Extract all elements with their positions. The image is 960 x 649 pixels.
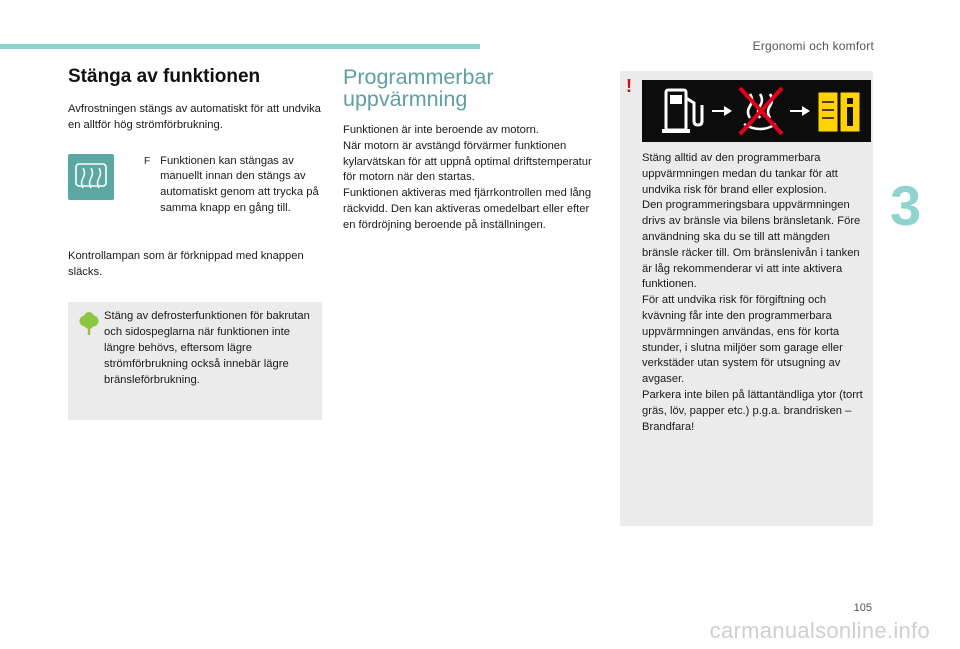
left-column	[68, 66, 324, 420]
warning-pictogram	[642, 80, 871, 142]
warning-box	[620, 71, 873, 526]
warning-text: Stäng alltid av den programmerbara uppvärmningen medan du tankar för att undvika risk för brand eller explosion. Den programmeringsbara uppvärmningen drivs av bränsle via bilens bränsletank. Före användning ska du se till att mängden bränsle räcker till. Om bränslenivån i tanken är låg rekommenderar vi att inte aktivera funktionen. För att undvika risk för förgiftning och kvävning får inte den programmerbara uppvärmningen användas, ens för korta stunder, i slutna miljöer som garage eller verkstäder utan system för utsugning av avgaser. Parkera inte bilen på lättantändliga ytor (torrt gräs, löv, papper etc.) p.g.a. brandrisken – Brandfara!	[642, 152, 863, 433]
bullet-marker: F	[144, 155, 151, 167]
arrow-right-icon	[790, 106, 810, 116]
eco-tree-icon	[78, 312, 100, 341]
warning-exclamation-icon: !	[626, 76, 632, 96]
section-heading: Stänga av funktionen	[68, 66, 261, 87]
intro-paragraph: Avfrostningen stängs av automatiskt för att undvika en alltför hög strömförbrukning.	[68, 103, 321, 131]
heater-crossed-icon	[740, 88, 782, 134]
programmable-heating-body: Funktionen är inte beroende av motorn. När motorn är avstängd förvärmer funktionen kylarvätskan för att uppnå optimal driftstemperatur för motorn när den startas. Funktionen aktiveras med fjärrkontrollen med lång räckvidd. Den kan aktiveras omedelbart eller efter en fördröjning beroende på inställningen.	[343, 124, 592, 231]
eco-tip-text: Stäng av defrosterfunktionen för bakrutan och sidospeglarna när funktionen inte längre behövs, eftersom lägre strömförbrukning också innebär lägre bränsleförbrukning.	[104, 310, 310, 386]
bullet-text: Funktionen kan stängas av manuellt innan den stängs av automatiskt genom att trycka på samma knapp en gång till.	[160, 154, 319, 214]
section-title: Ergonomi och komfort	[752, 39, 874, 53]
programmable-heating-heading	[343, 66, 593, 110]
arrow-right-icon	[712, 106, 732, 116]
heading-line-2: uppvärmning	[343, 87, 468, 111]
bullet-item	[144, 154, 324, 217]
indicator-note: Kontrollampan som är förknippad med knappen släcks.	[68, 249, 304, 278]
heading-line-1: Programmerbar	[343, 65, 494, 89]
fuel-pump-icon	[662, 90, 702, 133]
middle-column	[343, 66, 593, 234]
chapter-number: 3	[890, 174, 922, 237]
manual-info-icon	[818, 92, 860, 132]
eco-tip-box	[68, 302, 322, 420]
button-instruction	[68, 154, 324, 217]
page-number: 105	[853, 602, 872, 614]
rear-defrost-button-icon	[68, 154, 114, 200]
header-accent-bar	[0, 44, 480, 49]
watermark-text: carmanualsonline.info	[709, 618, 930, 643]
